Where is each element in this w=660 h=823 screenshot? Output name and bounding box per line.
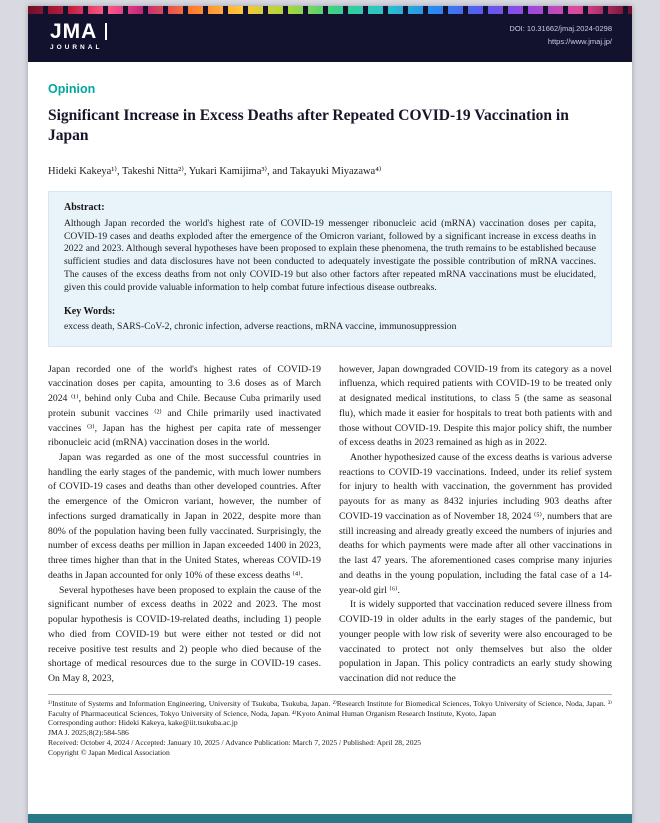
corresponding-author-line: Corresponding author: Hideki Kakeya, kake@iit.tsukuba.ac.jp bbox=[48, 718, 238, 728]
citation-line: JMA J. 2025;8(2):584-586 bbox=[48, 728, 129, 738]
abstract-heading: Abstract: bbox=[64, 201, 105, 213]
copyright-line: Copyright © Japan Medical Association bbox=[48, 748, 170, 758]
body-paragraph: however, Japan downgraded COVID-19 from its category as a novel influenza, which required patients with COVID-19 to be treated only at designated medical institutions, to class 5 (the same as seasonal flu), which made it easier for hospitals to treat both patients with and those without COVID-19. Despite this major policy shift, the number of excess deaths in 2023 remained as high as in 2022. bbox=[339, 363, 612, 449]
body-paragraph: Another hypothesized cause of the excess deaths is various adverse reactions to COVID-19 vaccinations. Indeed, under its relief system for injury to health with vaccination, the government has provided payouts for as many as 8432 injuries including 903 deaths after COVID-19 vaccination as of November 18, 2024 ⁽⁵⁾, numbers that are still increasing and already greatly exceed the numbers of injuries and deaths for which payments were made after all other vaccinations in the last 47 years. The aforementioned cases comprise many injuries and deaths in the young population, including the fatal case of a 14-year-old girl ⁽⁶⁾. bbox=[339, 451, 612, 596]
body-column-right bbox=[339, 363, 612, 687]
rainbow-stripes-decoration bbox=[28, 6, 632, 14]
body-paragraph: It is widely supported that vaccination reduced severe illness from COVID-19 in older adults in the early stages of the pandemic, but younger people with low risk of severity were also encouraged to be vaccinated to protect not only themselves but also the older population in Japan. This policy contradicts an early study showing vaccination did not reduce the bbox=[339, 599, 612, 684]
logo-title: JMA bbox=[50, 20, 98, 43]
body-column-left bbox=[48, 363, 321, 687]
doi-block bbox=[509, 21, 612, 49]
journal-header bbox=[28, 6, 632, 62]
journal-url-link[interactable]: https://www.jmaj.jp/ bbox=[547, 36, 612, 46]
article-type-label: Opinion bbox=[48, 82, 96, 96]
journal-page bbox=[28, 6, 632, 823]
publication-dates-line: Received: October 4, 2024 / Accepted: January 10, 2025 / Advance Publication: March 7, 2025 / Published: April 28, 2025 bbox=[48, 738, 422, 748]
body-paragraph: Several hypotheses have been proposed to explain the cause of the significant number of excess deaths in 2022 and 2023. The most popular hypothesis is COVID-19-related deaths, including 1) people who died from COVID-19 but were either not tested or did not receive positive test results and 2) people who died because of the shortage of medical resources due to the surge in COVID-19 cases. On May 8, 2023, bbox=[48, 584, 321, 684]
article-content bbox=[28, 82, 632, 687]
jma-journal-logo bbox=[50, 21, 107, 52]
body-paragraph: Japan was regarded as one of the most successful countries in handling the early stages of the pandemic, with much lower numbers of COVID-19 cases and deaths than other developed countries. After the emergence of the Omicron variant, however, the number of infections surged dramatically in Japan in 2022, despite more than 80% of the population having been fully vaccinated. Surprisingly, the number of excess deaths per million in Japan exceeded 1400 in 2023, three times higher than that in the United States, whereas COVID-19 deaths in Japan accounted for only 10% of these excess deaths ⁽⁴⁾. bbox=[48, 451, 321, 581]
author-list: Hideki Kakeya¹⁾, Takeshi Nitta²⁾, Yukari Kamijima³⁾, and Takayuki Miyazawa⁴⁾ bbox=[48, 165, 382, 177]
teal-bottom-bar bbox=[28, 814, 632, 823]
doi-text: DOI: 10.31662/jmaj.2024-0298 bbox=[509, 24, 612, 33]
author-affiliations: ¹⁾Institute of Systems and Information Engineering, University of Tsukuba, Tsukuba, Japan. ²⁾Research Institute for Biomedical Sciences, Tokyo University of Science, Noda, Japan. ³⁾Faculty of Pharmaceutical Sciences, Tokyo University of Science, Noda, Japan. ⁴⁾Kyoto Animal Human Organism Research Institute, Kyoto, Japan bbox=[48, 698, 612, 718]
two-column-body bbox=[48, 363, 612, 687]
logo-subtitle: JOURNAL bbox=[50, 44, 103, 51]
body-paragraph: Japan recorded one of the world's highest rates of COVID-19 vaccination doses per capita, amounting to 3.6 doses as of March 2024 ⁽¹⁾, behind only Cuba and Chile. Because Cuba primarily used protein subunit vaccines ⁽²⁾ and Chile primarily used inactivated vaccines ⁽³⁾, Japan has the highest per capita rate of messenger ribonucleic acid (mRNA) vaccination doses in the world. bbox=[48, 363, 321, 449]
abstract-box bbox=[48, 191, 612, 347]
logo-divider bbox=[105, 23, 107, 40]
keywords-text: excess death, SARS-CoV-2, chronic infection, adverse reactions, mRNA vaccine, immunosuppression bbox=[64, 320, 457, 332]
keywords-heading: Key Words: bbox=[64, 305, 116, 317]
article-title: Significant Increase in Excess Deaths after Repeated COVID-19 Vaccination in Japan bbox=[48, 107, 569, 144]
abstract-text: Although Japan recorded the world's highest rate of COVID-19 messenger ribonucleic acid (mRNA) vaccination doses per capita, COVID-19 cases and deaths exploded after the emergence of the Omicron variant, followed by a significant increase in excess deaths in 2022 and 2023. Although several hypotheses have been proposed to explain these phenomena, the truth remains to be established because sufficient studies and data disclosures have not been conducted to adequately investigate the possible contribution of mRNA vaccines. The causes of the excess deaths from not only COVID-19 but also other factors after repeated mRNA vaccinations must be elucidated, given this could provide valuable information to help combat future infectious disease outbreaks. bbox=[64, 217, 596, 293]
article-footer bbox=[48, 694, 612, 758]
